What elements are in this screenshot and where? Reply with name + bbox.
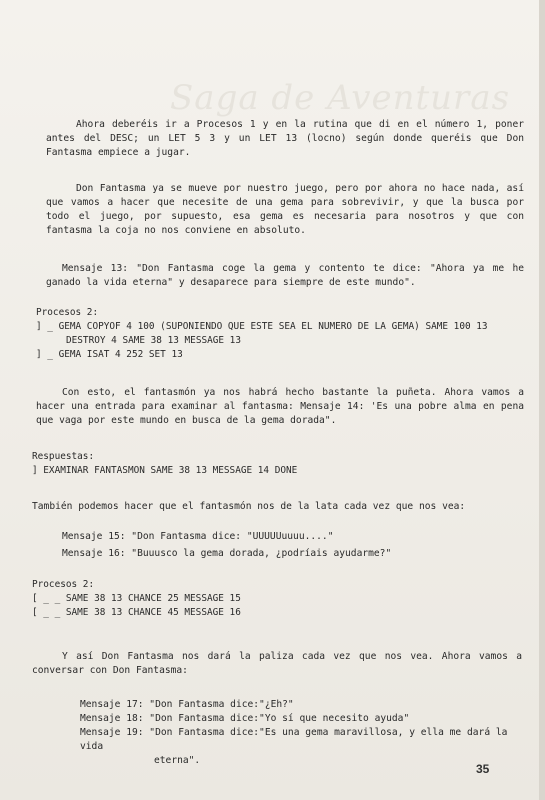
mensaje-18: Mensaje 18: "Don Fantasma dice:"Yo sí que necesito ayuda" [80, 713, 410, 724]
mensajes-17-19 [80, 698, 525, 768]
code-line: ] _ GEMA COPYOF 4 100 (SUPONIENDO QUE ESTE SEA EL NUMERO DE LA GEMA) SAME 100 13 [36, 321, 488, 332]
mensaje-16: Mensaje 16: "Buuusco la gema dorada, ¿podríais ayudarme?" [62, 548, 392, 559]
paragraph-2: Don Fantasma ya se mueve por nuestro juego, pero por ahora no hace nada, así que vamos a hacer que necesite de una gema para sobrevivir, y que la busca por todo el juego, por supuesto, esa gema es necesaria para nosotros y que con fantasma la coja no nos conviene en absoluto. [46, 183, 524, 236]
mensaje-17: Mensaje 17: "Don Fantasma dice:"¿Eh?" [80, 699, 294, 710]
mensaje-19-continued: eterna". [154, 755, 201, 766]
code-line: ] _ GEMA ISAT 4 252 SET 13 [36, 349, 183, 360]
code-line: ] EXAMINAR FANTASMON SAME 38 13 MESSAGE 14 DONE [32, 465, 298, 476]
paragraph-4: Con esto, el fantasmón ya nos habrá hecho bastante la puñeta. Ahora vamos a hacer una entrada para examinar al fantasma: Mensaje 14: 'Es una pobre alma en pena que vaga por este mundo en busca de la gema dorada". [36, 387, 524, 426]
paragraph-3: Mensaje 13: "Don Fantasma coge la gema y contento te dice: "Ahora ya me he ganado la vida eterna" y desaparece para siempre de este mundo". [46, 263, 524, 288]
background-title: Saga de Aventuras [170, 78, 511, 118]
paragraph-5: También podemos hacer que el fantasmón nos de la lata cada vez que nos vea: [32, 501, 466, 512]
code-line: [ _ _ SAME 38 13 CHANCE 25 MESSAGE 15 [32, 593, 241, 604]
respuestas-block [32, 450, 522, 478]
code-line: [ _ _ SAME 38 13 CHANCE 45 MESSAGE 16 [32, 607, 241, 618]
mensajes-15-16 [62, 530, 522, 561]
procesos-label: Procesos 2: [36, 307, 99, 318]
page-number: 35 [476, 762, 490, 776]
procesos-2-block-a [36, 306, 526, 362]
mensaje-15: Mensaje 15: "Don Fantasma dice: "UUUUUuuuu...." [62, 531, 334, 542]
procesos-2-block-b [32, 578, 522, 620]
paragraph-1: Ahora deberéis ir a Procesos 1 y en la rutina que di en el número 1, poner antes del DESC; un LET 5 3 y un LET 13 (locno) según donde queréis que Don Fantasma empiece a jugar. [46, 119, 524, 158]
mensaje-19: Mensaje 19: "Don Fantasma dice:"Es una gema maravillosa, y ella me dará la vida [80, 727, 508, 752]
respuestas-label: Respuestas: [32, 451, 95, 462]
page-edge [539, 0, 545, 800]
code-line: DESTROY 4 SAME 38 13 MESSAGE 13 [66, 335, 241, 346]
procesos-label: Procesos 2: [32, 579, 95, 590]
paragraph-6: Y así Don Fantasma nos dará la paliza cada vez que nos vea. Ahora vamos a conversar con Don Fantasma: [32, 651, 522, 676]
